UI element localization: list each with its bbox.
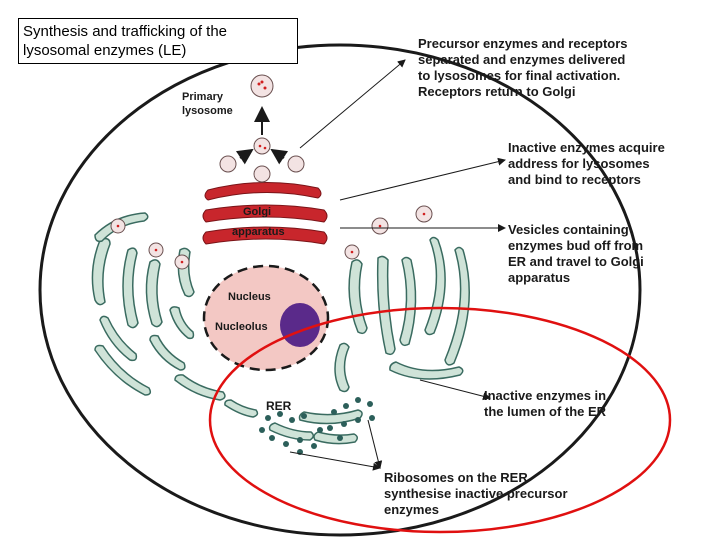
annotation-line: enzymes [384, 502, 439, 517]
annotation-line: Receptors return to Golgi [418, 84, 576, 99]
annotation-line: apparatus [508, 270, 571, 285]
annotation-line: and bind to receptors [508, 172, 641, 187]
title-box [18, 18, 298, 64]
annotation-line: enzymes bud off from [508, 238, 644, 253]
golgi-label: Golgi [243, 206, 272, 218]
primary-lysosome-label-2: lysosome [182, 105, 233, 117]
title-line-1: Synthesis and trafficking of the [23, 23, 228, 40]
pointer-lines [290, 60, 505, 468]
annotation-line: address for lysosomes [508, 156, 650, 171]
annotation-vesicles [508, 222, 644, 286]
annotation-line: Ribosomes on the RER [384, 470, 528, 485]
annotation-lumen [484, 388, 606, 420]
rer-label: RER [266, 399, 292, 413]
annotation-inactive-address [508, 140, 665, 188]
title-line-2: lysosomal enzymes (LE) [23, 42, 187, 59]
vesicles [111, 75, 432, 269]
annotation-line: Inactive enzymes acquire [508, 140, 665, 155]
annotation-line: Vesicles containing [508, 222, 629, 237]
nucleus-label: Nucleus [228, 291, 271, 303]
annotation-line: the lumen of the ER [484, 404, 607, 419]
annotation-line: ER and travel to Golgi [508, 254, 644, 269]
annotation-line: synthesise inactive precursor [384, 486, 568, 501]
annotation-precursor [418, 36, 628, 100]
annotation-ribosomes [384, 470, 568, 518]
apparatus-label: apparatus [232, 226, 285, 238]
annotation-line: separated and enzymes delivered [418, 52, 626, 67]
annotation-line: Precursor enzymes and receptors [418, 36, 628, 51]
annotation-line: Inactive enzymes in [484, 388, 607, 403]
nucleolus-label: Nucleolus [215, 321, 268, 333]
annotation-line: to lysosomes for final activation. [418, 68, 621, 83]
primary-lysosome-label-1: Primary [182, 91, 223, 103]
